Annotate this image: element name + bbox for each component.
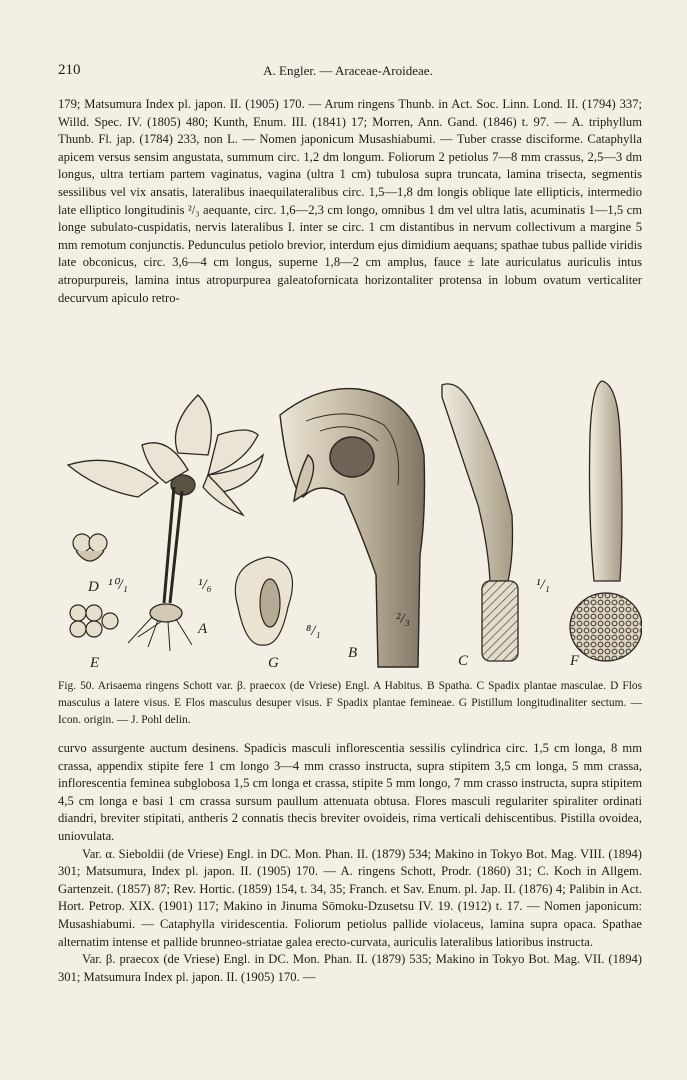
page-number: 210 [58, 62, 81, 78]
figure-50 [58, 375, 642, 675]
scale-a: ¹/₆ [198, 577, 212, 593]
page-header [58, 62, 638, 84]
scale-cf: ¹/₁ [536, 577, 550, 593]
figure-caption [58, 678, 642, 729]
pistil-section [235, 557, 292, 645]
label-b: B [348, 645, 358, 661]
flower-side-view [73, 534, 107, 561]
flower-top-view [70, 605, 118, 637]
text-block-bottom [58, 740, 642, 986]
label-d: D [88, 579, 99, 595]
label-c: C [458, 653, 469, 669]
paragraph: curvo assurgente auctum desinens. Spadicis masculi inflorescentia sessilis cylindrica circ. 1,5 cm longa, 8 mm crassa, appendix stipite fere 1 cm longo 3—4 mm crasso instructa, supra stipitem 3,5 cm longa, 5 mm crassa, inflorescentia feminea subglobosa 1,5 cm longa et crassa, stipite 5 mm longo, 7 mm crasso instructa, supra stipitem 4,5 cm longa e basi 1 cm crassa sursum paullum attenuata obtusa. Flores masculi regulariter spiraliter ordinati diandri, breviter stipitati, antheris 2 connatis thecis breviter ovoideis, rima verticali dehiscentibus. Pistilla ovoidea, uniovulata. [58, 741, 642, 843]
caption-text: Fig. 50. Arisaema ringens Schott var. β. praecox (de Vriese) Engl. A Habitus. B Spatha. C Spadix plantae masculae. D Flos masculus a latere visus. E Flos masculus desuper visus. F Spadix plantae femineae. G Pistillum longitudinaliter sectum. — Icon. origin. — J. Pohl delin. [58, 680, 642, 726]
scale-g: ⁸/₁ [306, 623, 321, 639]
paragraph: 179; Matsumura Index pl. japon. II. (1905) 170. — Arum ringens Thunb. in Act. Soc. Linn. Lond. II. (1794) 337; Willd. Spec. IV. (1805) 480; Kunth, Enum. III. (1841) 17; Morren, Ann. Gand. (1846) t. 97. — A. triphyllum Thunb. Fl. jap. (1784) 233, non L. — Nomen japonicum Musashiabumi. — Tuber crasse disciforme. Cataphylla apicem versus sensim angustata, summum circ. 1,2 dm longum. Foliorum 2 petiolus 7—8 mm crassus, 2,5—3 dm longus, ultra tertiam partem vaginatus, vagina (ultra 1 cm) tubulosa supra truncata, lamina trisecta, segmentis sessilibus vel vix ansatis, lateralibus inaequilateralibus circ. 1,5—1,8 dm longis oblique late ellipticis, intermedio late elliptico longitudinis ²/₃ aequante, circ. 1,6—2,3 cm longo, omnibus 1 dm vel ultra latis, acuminatis 1—1,5 cm longe subulato-cuspidatis, nervis lateralibus I. inter se circ. 1 cm distantibus in nervum collectivum a margine 5 mm remotum conjunctis. Pedunculus petiolo brevior, interdum ejus dimidium aequans; spathae tubus pallide viridis late obconicus, circ. 3,6—4 cm longus, superne 1,8—2 cm amplus, fauce ± late auriculatus auriculis intus atropurpureis, lamina intus atropurpurea galeatofornicata horizontaliter protensa in lobum ovatum verticaliter decurvum apiculo retro- [58, 97, 642, 305]
botanical-illustration [58, 375, 642, 675]
label-a: A [198, 621, 208, 637]
scale-b: ²/₃ [396, 611, 410, 627]
male-spadix-drawing [442, 384, 518, 661]
label-f: F [570, 653, 580, 669]
female-spadix-drawing [570, 381, 642, 661]
text-block-top [58, 96, 642, 307]
running-title: A. Engler. — Araceae-Aroideae. [263, 63, 433, 78]
paragraph-var-alpha: Var. α. Sieboldii (de Vriese) Engl. in DC. Mon. Phan. II. (1879) 534; Makino in Tokyo Bot. Mag. VIII. (1894) 301; Matsumura, Index pl. japon. II. (1905) 170. — A. ringens Schott, Prodr. (1860) 31; C. Koch in Allgem. Gartenzeit. (1857) 87; Rev. Hortic. (1859) 154, t. 34, 35; Franch. et Sav. Enum. pl. Jap. II. (1876) 4; Palibin in Act. Hort. Petrop. XIX. (1901) 117; Makino in Jinuma Sōmoku-Dzusetsu IV. 19. (1912) t. 17. — Nomen japonicum: Musashiabumi. — Cataphylla viridescentia. Foliorum petiolus pallide violaceus, lamina supra opaca. Spathae alternatim intense et pallide brunneo-striatae galea erecto-curvata, auriculis lateralibus latioribus instructa. [58, 846, 642, 949]
label-g: G [268, 655, 279, 671]
label-e: E [90, 655, 100, 671]
paragraph-var-beta: Var. β. praecox (de Vriese) Engl. in DC. Mon. Phan. II. (1879) 535; Makino in Tokyo Bot. Mag. VII. (1894) 301; Matsumura Index pl. japon. II. (1905) 170. — [58, 952, 642, 984]
scale-d: ¹⁰/₁ [108, 577, 128, 593]
